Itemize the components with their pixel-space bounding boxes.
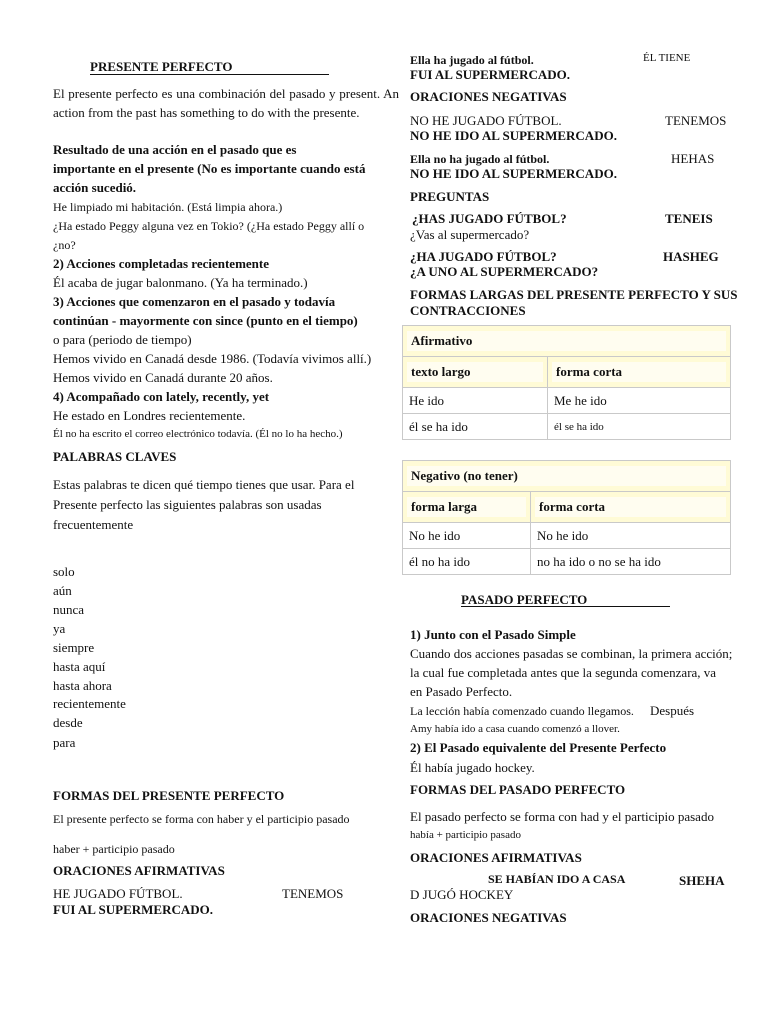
past-example-1-side: Después — [650, 703, 695, 718]
heading-3b: continúan - mayormente con since (punto en el tiempo) — [53, 313, 358, 328]
neg-side-1: TENEMOS — [665, 113, 727, 128]
affirm-side-note: TENEMOS — [282, 886, 344, 901]
keyword-item: siempre — [53, 640, 95, 655]
negative-col-header: forma corta — [531, 492, 731, 523]
table-row — [403, 549, 731, 575]
intro-paragraph: El presente perfecto es una combinación del pasado y present. An action from the past has something to do with the presente. — [53, 86, 399, 120]
result-heading-line1: Resultado de una acción en el pasado que es — [53, 142, 297, 157]
negative-col-header: forma larga — [403, 492, 531, 523]
heading-2: 2) Acciones completadas recientemente — [53, 256, 270, 271]
affirm-title: ORACIONES AFIRMATIVAS — [53, 863, 225, 878]
example-2b: ¿no? — [53, 238, 76, 252]
keyword-item: nunca — [53, 602, 85, 617]
long-forms-title-2: CONTRACCIONES — [410, 303, 526, 318]
past-affirm-title: ORACIONES AFIRMATIVAS — [410, 850, 582, 865]
keyword-item: desde — [53, 715, 83, 730]
neg-example-4: NO HE IDO AL SUPERMERCADO. — [410, 166, 617, 181]
example-7: Él no ha escrito el correo electrónico todavía. (Él no lo ha hecho.) — [53, 428, 343, 440]
heading-3c: o para (periodo de tiempo) — [53, 332, 192, 347]
affirm-example-2: FUI AL SUPERMERCADO. — [53, 902, 213, 917]
table-cell: No he ido — [403, 523, 531, 549]
question-2: ¿Vas al supermercado? — [410, 227, 530, 242]
keyword-item: para — [53, 735, 76, 750]
affirmative-table-title: Afirmativo — [403, 326, 731, 357]
affirmative-table — [402, 325, 731, 440]
affirmative-col-header: texto largo — [403, 357, 548, 388]
questions-title: PREGUNTAS — [410, 189, 490, 204]
neg-example-1: NO HE JUGADO FÚTBOL. — [410, 113, 562, 128]
keywords-title: PALABRAS CLAVES — [53, 449, 177, 464]
negative-table-title: Negativo (no tener) — [403, 461, 731, 492]
past-forms-text: El pasado perfecto se forma con had y el participio pasado — [410, 809, 714, 824]
past-perfect-title: PASADO PERFECTO — [461, 592, 588, 607]
question-4: ¿A UNO AL SUPERMERCADO? — [410, 264, 599, 279]
past-heading-2: 2) El Pasado equivalente del Presente Perfecto — [410, 740, 667, 755]
neg-side-3: HEHAS — [671, 151, 715, 166]
example-5: Hemos vivido en Canadá durante 20 años. — [53, 370, 273, 385]
question-1: ¿HAS JUGADO FÚTBOL? — [412, 211, 567, 226]
example-4: Hemos vivido en Canadá desde 1986. (Todavía vivimos allí.) — [53, 351, 372, 366]
past-forms-title: FORMAS DEL PASADO PERFECTO — [410, 782, 626, 797]
page-title: PRESENTE PERFECTO — [90, 59, 233, 74]
example-6: He estado en Londres recientemente. — [53, 408, 246, 423]
heading-3a: 3) Acciones que comenzaron en el pasado y todavía — [53, 294, 336, 309]
neg-example-3: Ella no ha jugado al fútbol. — [410, 152, 550, 166]
past-heading-1: 1) Junto con el Pasado Simple — [410, 627, 576, 642]
table-cell: él se ha ido — [548, 414, 731, 440]
past-text-3: en Pasado Perfecto. — [410, 684, 513, 699]
past-text-2: la cual fue completada antes que la segunda comenzara, va — [410, 665, 717, 680]
question-3: ¿HA JUGADO FÚTBOL? — [410, 249, 557, 264]
affirm-example: HE JUGADO FÚTBOL. — [53, 886, 183, 901]
neg-title: ORACIONES NEGATIVAS — [410, 89, 567, 104]
table-cell: él no ha ido — [403, 549, 531, 575]
affirmative-col-header: forma corta — [548, 357, 731, 388]
past-example-3: Él había jugado hockey. — [410, 760, 535, 775]
keyword-item: aún — [53, 583, 72, 598]
keyword-item: recientemente — [53, 696, 126, 711]
question-side-1: TENEIS — [665, 211, 713, 226]
result-heading-line2: importante en el presente (No es importante cuando está — [53, 161, 366, 176]
past-example-1: La lección había comenzado cuando llegamos. — [410, 704, 634, 718]
forms-text: El presente perfecto se forma con haber y el participio pasado — [53, 812, 350, 826]
past-neg-title: ORACIONES NEGATIVAS — [410, 910, 567, 925]
r-example-2: FUI AL SUPERMERCADO. — [410, 67, 570, 82]
table-row — [403, 414, 731, 440]
table-cell: no ha ido o no se ha ido — [531, 549, 731, 575]
example-2a: ¿Ha estado Peggy alguna vez en Tokio? (¿Ha estado Peggy allí o — [53, 219, 365, 233]
long-forms-title-1: FORMAS LARGAS DEL PRESENTE PERFECTO Y SUS — [410, 287, 738, 302]
past-example-2: Amy había ido a casa cuando comenzó a llover. — [410, 723, 620, 735]
heading-4: 4) Acompañado con lately, recently, yet — [53, 389, 270, 404]
keyword-item: ya — [53, 621, 66, 636]
past-affirm-example-2: D JUGÓ HOCKEY — [410, 887, 514, 902]
table-row — [403, 388, 731, 414]
result-heading-line3: acción sucedió. — [53, 180, 137, 195]
forms-title: FORMAS DEL PRESENTE PERFECTO — [53, 788, 285, 803]
title-underline — [90, 74, 329, 75]
table-row — [403, 523, 731, 549]
keyword-item: solo — [53, 564, 75, 579]
r-example-1: Ella ha jugado al fútbol. — [410, 53, 534, 67]
forms-formula: haber + participio pasado — [53, 842, 175, 856]
negative-table — [402, 460, 731, 575]
table-cell: He ido — [403, 388, 548, 414]
past-title-underline — [461, 606, 670, 607]
question-side-3: HASHEG — [663, 249, 719, 264]
table-cell: Me he ido — [548, 388, 731, 414]
past-affirm-side: SHEHA — [679, 873, 725, 888]
neg-example-2: NO HE IDO AL SUPERMERCADO. — [410, 128, 617, 143]
past-text-1: Cuando dos acciones pasadas se combinan, la primera acción; — [410, 646, 733, 661]
past-affirm-example-1: SE HABÍAN IDO A CASA — [488, 872, 626, 886]
keywords-intro: Estas palabras te dicen qué tiempo tienes que usar. Para el Presente perfecto las siguientes palabras son usadas frecuentemente — [53, 477, 355, 532]
example-3: Él acaba de jugar balonmano. (Ya ha terminado.) — [53, 275, 308, 290]
table-cell: No he ido — [531, 523, 731, 549]
table-cell: él se ha ido — [403, 414, 548, 440]
past-forms-formula: había + participio pasado — [410, 829, 521, 841]
keyword-item: hasta aquí — [53, 659, 106, 674]
example-1: He limpiado mi habitación. (Está limpia ahora.) — [53, 200, 283, 214]
keyword-item: hasta ahora — [53, 678, 112, 693]
r-side-note-1: ÉL TIENE — [643, 52, 691, 64]
